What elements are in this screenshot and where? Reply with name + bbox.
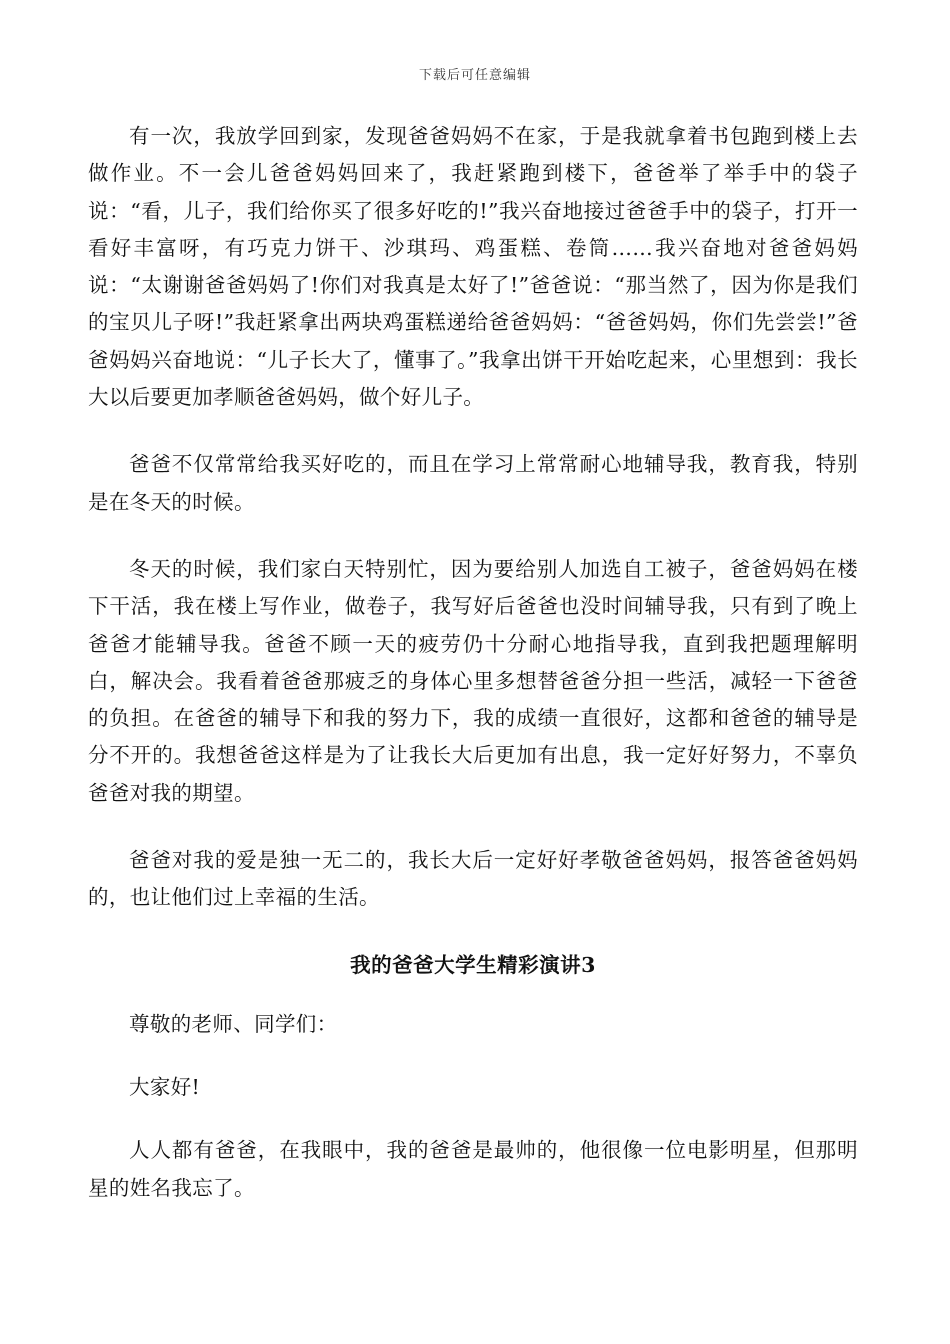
- paragraph-speech-opening: 人人都有爸爸，在我眼中，我的爸爸是最帅的，他很像一位电影明星，但那明星的姓名我忘了。: [88, 1138, 858, 1200]
- salutation: 尊敬的老师、同学们：: [129, 1011, 338, 1036]
- section-title: 我的爸爸大学生精彩演讲3: [350, 952, 596, 977]
- document-body: [88, 118, 858, 1237]
- paragraph-conclusion: 爸爸对我的爱是独一无二的，我长大后一定好好孝敬爸爸妈妈，报答爸爸妈妈的，也让他们过上幸福的生活。: [88, 848, 858, 910]
- paragraph-tutoring-intro: 爸爸不仅常常给我买好吃的，而且在学习上常常耐心地辅导我，教育我，特别是在冬天的时候。: [88, 452, 858, 514]
- greeting: 大家好!: [129, 1074, 201, 1099]
- paragraph-winter-tutoring: 冬天的时候，我们家白天特别忙，因为要给别人加选自工被子，爸爸妈妈在楼下干活，我在楼上写作业，做卷子，我写好后爸爸也没时间辅导我，只有到了晚上爸爸才能辅导我。爸爸不顾一天的疲劳仍十分耐心地指导我，直到我把题理解明白，解决会。我看着爸爸那疲乏的身体心里多想替爸爸分担一些活，减轻一下爸爸的负担。在爸爸的辅导下和我的努力下，我的成绩一直很好，这都和爸爸的辅导是分不开的。我想爸爸这样是为了让我长大后更加有出息，我一定好好努力，不辜负爸爸对我的期望。: [88, 556, 858, 805]
- header-note: 下载后可任意编辑: [418, 68, 531, 83]
- paragraph-snack-story: 有一次，我放学回到家，发现爸爸妈妈不在家，于是我就拿着书包跑到楼上去做作业。不一会儿爸爸妈妈回来了，我赶紧跑到楼下，爸爸举了举手中的袋子说：“看，儿子，我们给你买了很多好吃的!”我兴奋地接过爸爸手中的袋子，打开一看好丰富呀，有巧克力饼干、沙琪玛、鸡蛋糕、卷筒……我兴奋地对爸爸妈妈说：“太谢谢爸爸妈妈了!你们对我真是太好了!”爸爸说：“那当然了，因为你是我们的宝贝儿子呀!”我赶紧拿出两块鸡蛋糕递给爸爸妈妈：“爸爸妈妈，你们先尝尝!”爸爸妈妈兴奋地说：“儿子长大了，懂事了。”我拿出饼干开始吃起来，心里想到：我长大以后要更加孝顺爸爸妈妈，做个好儿子。: [88, 124, 858, 410]
